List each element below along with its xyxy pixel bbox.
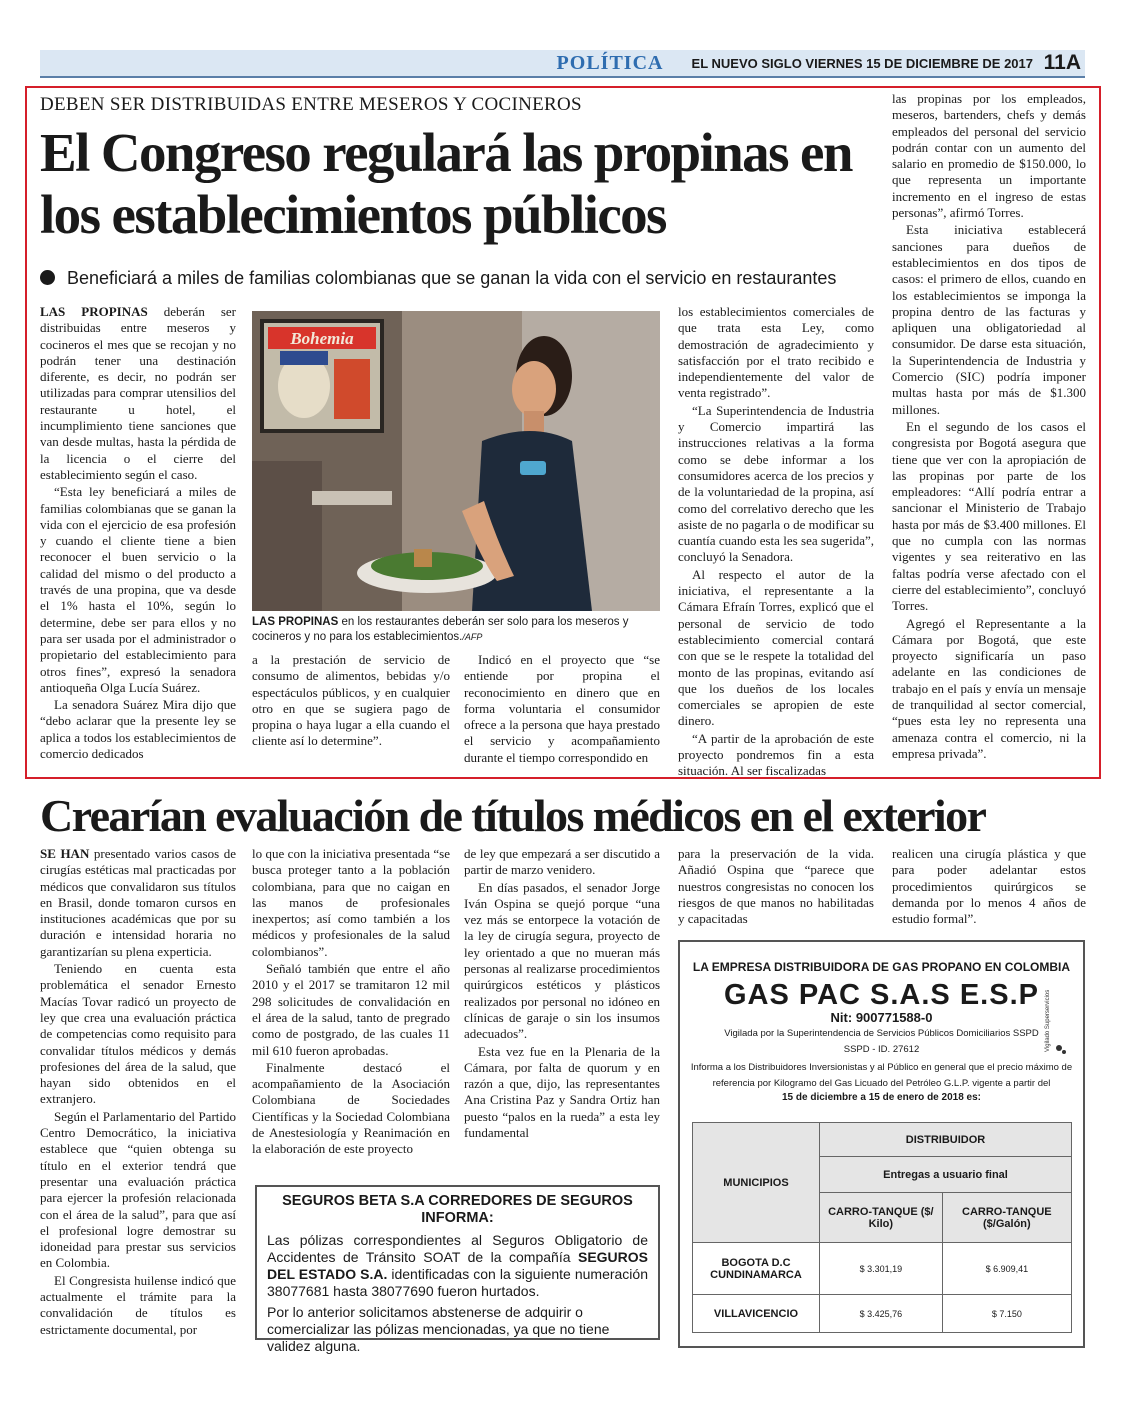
- article2-headline: Crearían evaluación de títulos médicos en el exterior: [40, 790, 986, 841]
- paragraph: Finalmente destacó el acompañamiento de la Asociación Colombiana de Sociedades Científicas y la Sociedad Colombiana de Anestesiología y Reanimación en la elaboración de este proyecto: [252, 1059, 450, 1157]
- paragraph: “A partir de la aprobación de este proyecto pondremos fin a esta situación. Al ser fiscalizadas: [678, 730, 874, 779]
- subheadline-text: Beneficiará a miles de familias colombianas que se ganan la vida con el servicio en restaurantes: [67, 268, 837, 288]
- municipio-cell: BOGOTA D.C CUNDINAMARCA: [693, 1243, 820, 1295]
- paragraph: los establecimientos comerciales de que trata esta Ley, como demostración de agradecimiento y satisfacción por el trato recibido e independientemente del valor de venta registrado”.: [678, 304, 874, 401]
- gas-sspd-id: SSPD - ID. 27612: [843, 1044, 920, 1055]
- caption-text: en los restaurantes deberán ser solo para los meseros y cocineros y no para los establecimientos.: [252, 616, 629, 643]
- price-galon-cell: $ 6.909,41: [942, 1243, 1071, 1295]
- header-kilo: CARRO-TANQUE ($/ Kilo): [820, 1193, 943, 1243]
- superservicios-logo-text: Vigilado Superservicios: [1045, 989, 1051, 1052]
- header-galon: CARRO-TANQUE ($/Galón): [942, 1193, 1071, 1243]
- paragraph: lo que con la iniciativa presentada “se busca proteger tanto a la población colombiana, para que no caigan en las manos de profesionales inexpertos; así como también a los médicos y profesionales de la salud colombianos”.: [252, 846, 450, 959]
- gas-company-name: GAS PAC S.A.S E.S.P: [724, 979, 1039, 1011]
- paragraph: En el segundo de los casos el congresista por Bogotá asegura que tiene que ver con la apropiación de las propinas por parte de los empleadores: “Allí podría entrar a sancionar el Ministerio de Trabajo hasta por más de $3.400 millones. El que no cumpla con las normas vigentes y sea reiterativo en las faltas podría verse afectado con el cierre del establecimiento”, concluyó Torres.: [892, 418, 1086, 614]
- price-kilo-cell: $ 3.425,76: [820, 1295, 943, 1333]
- paragraph: las propinas por los empleados, meseros, bartenders, chefs y demás empleados del personal del servicio podrán contar con un aumento del salario en promedio de $150.000, lo que representa un importante incremento en el ingreso de estas personas”, afirmó Torres.: [892, 91, 1086, 221]
- seguros-ad: [255, 1185, 660, 1354]
- paper-date-line: EL NUEVO SIGLO VIERNES 15 DE DICIEMBRE DE 2017: [691, 56, 1033, 71]
- lead-word: SE HAN: [40, 846, 90, 861]
- photo-credit: /AFP: [462, 632, 483, 642]
- paragraph: LAS PROPINAS deberán ser distribuidas entre meseros y cocineros el mes que se recojan y no podrán tener una destinación diferente, es decir, no podrán ser utilizadas para comprar utensilios del restaurante u hotel, el incumplimiento tiene sanciones que van desde multas, hasta la pérdida de la licencia o el cierre del establecimiento según el caso.: [40, 304, 236, 482]
- article-column-4: [678, 304, 875, 779]
- gas-info: Informa a los Distribuidores Inversionistas y al Público en general que el precio máximo de referencia por Kilogramo del Gas Licuado del Petróleo G.L.P. vigente a partir del: [690, 1062, 1073, 1089]
- seguros-ad-note: Por lo anterior solicitamos abstenerse de adquirir o comercializar las pólizas mencionadas, ya que no tiene validez alguna.: [267, 1304, 610, 1354]
- article-column-5: [892, 91, 1086, 765]
- article2-column-5: [892, 846, 1086, 931]
- paragraph: En días pasados, el senador Jorge Iván Ospina se quejó porque “una vez más se entorpece la votación de la ley de cirugía segura, proyecto de ley orientado a que no mueran más personas al realizarse procedimientos quirúrgicos estéticos y plásticos realizados por personal no idóneo en clínicas de garaje o sin los insumos adecuados”.: [464, 879, 660, 1042]
- table-row: [693, 1243, 1072, 1295]
- seguros-ad-title: SEGUROS BETA S.A CORREDORES DE SEGUROS INFORMA:: [282, 1193, 633, 1226]
- article-photo: [252, 311, 660, 611]
- article2-column-4: [678, 846, 874, 931]
- page-number: 11A: [1043, 51, 1081, 74]
- header-entregas: Entregas a usuario final: [820, 1157, 1072, 1193]
- gas-vigilada: Vigilada por la Superintendencia de Servicios Públicos Domiciliarios SSPD: [724, 1028, 1039, 1039]
- article2-column-2: [252, 846, 450, 1164]
- article-headline: El Congreso regulará las propinas en los establecimientos públicos: [40, 122, 852, 245]
- section-name: POLÍTICA: [556, 52, 664, 74]
- superservicios-logo: [1043, 982, 1069, 1057]
- paragraph: Señaló también que entre el año 2010 y el 2017 se tramitaron 12 mil 298 solicitudes de convalidación en el área de la salud, tanto de pregrado como de postgrado, de las cuales 11 mil 610 fueron aprobadas.: [252, 961, 450, 1058]
- paragraph: Según el Parlamentario del Partido Centro Democrático, la iniciativa establece que “quien obtenga su título en el exterior tendrá que presentar una evaluación práctica para ejercer la profesión relacionada con el área de la salud”, para que así el profesional logre demostrar su idoneidad para prestar sus servicios en Colombia.: [40, 1108, 236, 1271]
- caption-lead: LAS PROPINAS: [252, 616, 339, 628]
- poster-text: Bohemia: [290, 329, 354, 348]
- paragraph: Indicó en el proyecto que “se entiende por propina el reconocimiento en dinero que en forma voluntaria el consumidor ofrece a la persona que haya prestado el servicio y acompañamiento durante el tiempo correspondido en: [464, 652, 660, 765]
- gas-ad: [678, 940, 1085, 1348]
- paragraph: “La Superintendencia de Industria y Comercio impartirá las instrucciones relativas a la forma como se debe informar a los consumidores acerca de los precios y de la voluntariedad de la propina, así como del correlativo derecho que les asiste de no pagarla o de modificar su cuantía cuando esta les sea sugerida”, concluyó la Senadora.: [678, 402, 875, 565]
- gas-date-range: 15 de diciembre a 15 de enero de 2018 es:: [782, 1092, 981, 1103]
- paragraph: de ley que empezará a ser discutido a partir de marzo venidero.: [464, 846, 660, 878]
- gas-ad-intro: LA EMPRESA DISTRIBUIDORA DE GAS PROPANO EN COLOMBIA: [692, 960, 1071, 974]
- header-municipios: MUNICIPIOS: [693, 1123, 820, 1243]
- paragraph: La senadora Suárez Mira dijo que “debo aclarar que la presente ley se aplica a todos los establecimientos de comercio dedicados: [40, 697, 236, 762]
- article-column-3: [464, 652, 660, 765]
- price-galon-cell: $ 7.150: [942, 1295, 1071, 1333]
- paragraph: El Congresista huilense indicó que actualmente el trámite para la convalidación de títulos es estrictamente documental, por: [40, 1272, 236, 1337]
- article-subheadline: [40, 268, 890, 289]
- header-distribuidor: DISTRIBUIDOR: [820, 1123, 1072, 1157]
- municipio-cell: VILLAVICENCIO: [693, 1295, 820, 1333]
- table-row: [693, 1295, 1072, 1333]
- paragraph: Esta iniciativa establecerá sanciones para dueños de establecimientos en dos tipos de casos: el primero de ellos, cuando en los establecimientos se imponga la propina dentro de las facturas y apliquen una obligatoriedad al consumidor. De darse esta situación, la Superintendencia de Industria y Comercio (SIC) podría imponer multas hasta por más de $1.300 millones.: [892, 222, 1086, 417]
- article-column-1: [40, 304, 236, 764]
- gas-price-table: [692, 1122, 1072, 1333]
- article2-column-3: [464, 846, 660, 1164]
- lead-word: LAS PROPINAS: [40, 304, 148, 319]
- paragraph: SE HAN presentado varios casos de cirugías estéticas mal practicadas por médicos que convalidaron sus títulos en Brasil, donde tomaron cursos en instituciones académicas que por su duración e intensidad horaria no garantizarían su plena experticia.: [40, 846, 236, 959]
- paragraph: Esta vez fue en la Plenaria de la Cámara, por falta de quorum y en razón a que, dijo, las representantes Ana Cristina Paz y Sandra Ortiz han puesto “palos en la rueda” a esta ley fundamental: [464, 1043, 660, 1141]
- paragraph: “Esta ley beneficiará a miles de familias colombianas que se ganan la vida con el ejercicio de esa profesión y cuando el cliente tiene a bien reconocer el buen servicio o la calidad del mismo o del producto a través de una propina, que va desde el 1% hasta el 10%, según lo determine, debe ser para ellos y no para ser usada por el administrador o propietario del establecimiento para otros fines”, expresó la senadora antioqueña Olga Lucía Suárez.: [40, 484, 236, 695]
- paragraph: Al respecto el autor de la iniciativa, el representante a la Cámara Efraín Torres, explicó que el personal de servicio de todo establecimiento comercial contará con que se le respete la totalidad del monto de las propinas, evitando así que los dueños de los locales comerciales se apropien de este dinero.: [678, 566, 874, 729]
- article-kicker: DEBEN SER DISTRIBUIDAS ENTRE MESEROS Y COCINEROS: [40, 94, 582, 115]
- waitress-photo: [252, 311, 660, 611]
- article2-column-1: [40, 846, 236, 1360]
- paragraph: Teniendo en cuenta esta problemática el senador Ernesto Macías Tovar radicó un proyecto de ley que crea una evaluación práctica de competencias como requisito para convalidar títulos médicos y demás profesiones del área de la salud, que hayan sido obtenidos en el extranjero.: [40, 961, 236, 1107]
- page-header: [40, 50, 1085, 78]
- gas-nit: Nit: 900771588-0: [830, 1010, 933, 1025]
- paragraph: para la preservación de la vida. Añadió Ospina que “parece que nuestros congresistas no conocen los riesgos de que manos no habilitadas y capacitadas: [678, 846, 874, 927]
- bullet-icon: [40, 270, 55, 285]
- paragraph: a la prestación de servicio de consumo de alimentos, bebidas y/o espectáculos públicos, y en cualquier otro en que se sugiera pago de propina o haya lugar a ella cuando el cliente así lo determine”.: [252, 652, 450, 749]
- seguros-ad-body: Las pólizas correspondientes al Seguros Obligatorio de Accidentes de Tránsito SOAT de la compañía SEGUROS DEL ESTADO S.A. identificadas con la siguiente numeración 38077681 hasta 38077690 fueron hurtados.: [267, 1232, 648, 1299]
- price-kilo-cell: $ 3.301,19: [820, 1243, 943, 1295]
- paragraph: realicen una cirugía plástica y que para poder adelantar estos procedimientos quirúrgicos se demanda por lo menos 4 años de estudio formal”.: [892, 846, 1086, 927]
- photo-caption: [252, 615, 660, 645]
- paragraph: Agregó el Representante a la Cámara por Bogotá, que este proyecto significaría un paso adelante en las condiciones de trabajo en el país y envía un mensaje de tranquilidad al sector comercial, “pues esta ley no representa una amenaza contra el comercio, ni la empresa privada”.: [892, 615, 1086, 761]
- article-column-2: [252, 652, 450, 765]
